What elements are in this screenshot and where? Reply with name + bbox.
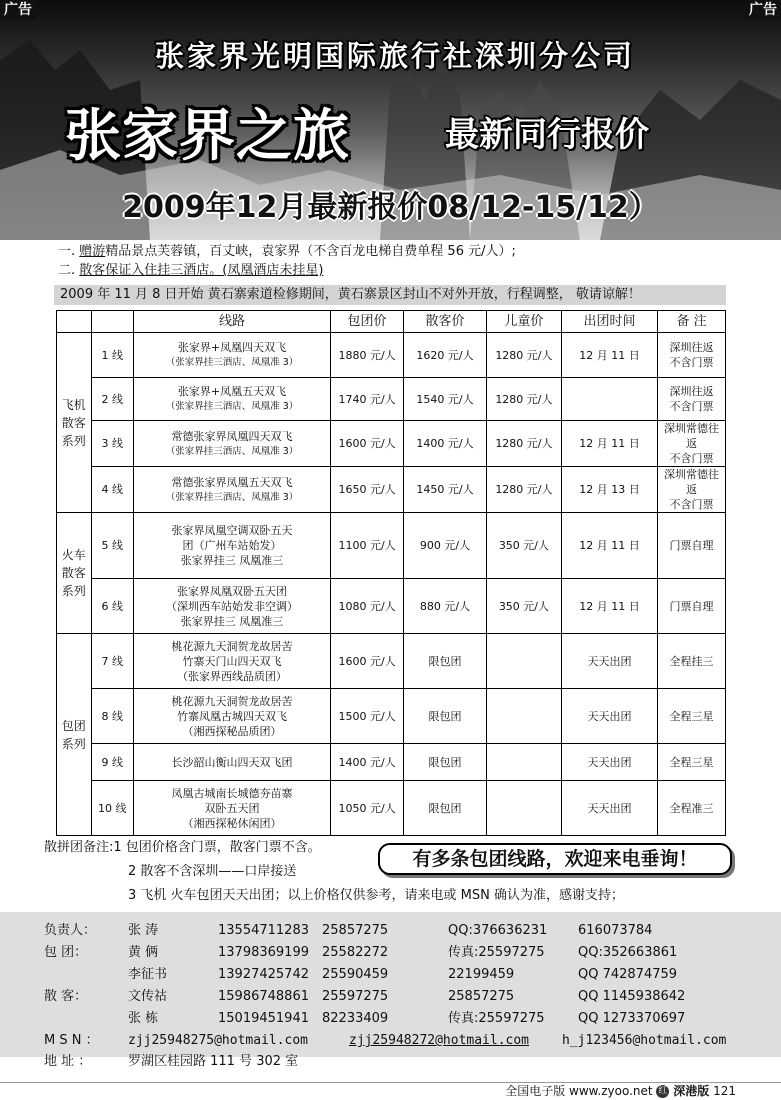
msn-link-3[interactable]: h_j123456@hotmail.com <box>562 1033 727 1048</box>
group-price: 1400 元/人 <box>331 744 404 781</box>
group-price: 1740 元/人 <box>331 378 404 421</box>
route-cell <box>134 744 331 781</box>
contact-mobile: 13798369199 <box>218 945 309 960</box>
contact-role: 包 团： <box>44 945 88 960</box>
route-name: 张家界凤凰空调双卧五天 团（广州车站始发） 张家界挂三 凤凰准三 <box>171 524 293 567</box>
warning-banner: 2009 年 11 月 8 日开始 黄石寨索道检修期间，黄石寨景区封山不对外开放，行程调整， 敬请谅解！ <box>54 285 726 305</box>
contact-panel <box>0 912 781 1069</box>
route-cell <box>134 781 331 836</box>
note-2 <box>58 261 516 280</box>
fit-price: 限包团 <box>404 781 487 836</box>
page-subtitle: 最新同行报价 <box>445 115 649 155</box>
contact-phone: 25857275 <box>322 923 389 938</box>
contact-name: 张 栋 <box>128 1011 159 1026</box>
table-row <box>57 579 726 634</box>
group-price: 1600 元/人 <box>331 634 404 689</box>
callout-box: 有多条包团线路，欢迎来电垂询！ <box>378 843 732 875</box>
depart-date: 12 月 11 日 <box>561 579 657 634</box>
table-row <box>57 421 726 467</box>
date-line: 2009年12月最新报价08/12-15/12） <box>122 190 659 225</box>
note-1-text: 精品景点芙蓉镇，百丈峡，袁家界（不含百龙电梯自费单程 56 元/人）; <box>105 244 516 259</box>
notes <box>58 242 516 280</box>
contact-mobile: 15019451941 <box>218 1011 309 1026</box>
group-price: 1100 元/人 <box>331 513 404 579</box>
route-hotel-note: （张家界挂三酒店、凤凰准 3） <box>165 491 299 503</box>
note-2-prefix: 二. <box>58 263 76 278</box>
depart-date <box>561 378 657 421</box>
footer-text: 全国电子版 www.zyoo.net <box>505 1084 653 1098</box>
child-price <box>486 689 561 744</box>
route-name: 常德张家界凤凰四天双飞 <box>171 429 293 443</box>
fit-price: 1540 元/人 <box>404 378 487 421</box>
remark: 深圳常德往返 不含门票 <box>658 421 726 467</box>
contact-qq-fax: 传真:25597275 <box>448 1011 545 1026</box>
remark: 深圳往返 不含门票 <box>658 378 726 421</box>
group-price: 1880 元/人 <box>331 333 404 378</box>
line-number: 3 线 <box>91 421 133 467</box>
address-label: 地 址 ： <box>44 1054 92 1069</box>
route-name: 桃花源九天洞贺龙故居苦 竹寨凤凰古城四天双飞 （湘西探秘品质团） <box>171 694 293 738</box>
price-table <box>56 310 726 836</box>
child-price: 1280 元/人 <box>486 333 561 378</box>
header-depart: 出团时间 <box>561 311 657 333</box>
child-price: 1280 元/人 <box>486 421 561 467</box>
table-body <box>57 333 726 836</box>
ad-tag-right: 广告 <box>745 0 781 20</box>
table-row <box>57 781 726 836</box>
depart-date: 12 月 11 日 <box>561 421 657 467</box>
contact-mobile: 13554711283 <box>218 923 309 938</box>
contact-name: 文传祜 <box>128 989 168 1004</box>
note-1 <box>58 242 516 261</box>
header-group-price: 包团价 <box>331 311 404 333</box>
contact-role: 负责人： <box>44 923 97 938</box>
route-hotel-note: （张家界挂三酒店、凤凰准 3） <box>165 357 299 368</box>
group-label: 火车散客系列 <box>57 513 92 634</box>
contact-role: 散 客： <box>44 989 88 1004</box>
table-row <box>57 513 726 579</box>
fit-price: 880 元/人 <box>404 579 487 634</box>
footnote-line-1: 散拼团备注:1 包团价格含门票，散客门票不含。 <box>44 840 321 855</box>
line-number: 1 线 <box>91 333 133 378</box>
remark: 深圳常德往返 不含门票 <box>658 467 726 513</box>
route-cell <box>134 634 331 689</box>
group-label: 飞机散客系列 <box>57 333 92 513</box>
page-title: 张家界之旅 <box>65 104 350 169</box>
msn-link-2[interactable]: zjj25948272@hotmail.com <box>349 1033 530 1048</box>
route-cell <box>134 378 331 421</box>
contact-qq-fax: 22199459 <box>448 967 515 982</box>
route-cell <box>134 513 331 579</box>
line-number: 5 线 <box>91 513 133 579</box>
route-cell <box>134 689 331 744</box>
contact-qq: QQ 742874759 <box>578 967 678 982</box>
line-number: 6 线 <box>91 579 133 634</box>
route-hotel-note: （张家界挂三酒店、凤凰准 3） <box>165 401 299 412</box>
child-price <box>486 781 561 836</box>
route-cell <box>134 467 331 513</box>
footer-edition: 深港版 <box>673 1084 710 1098</box>
depart-date: 12 月 11 日 <box>561 333 657 378</box>
table-row <box>57 378 726 421</box>
msn-label: M S N ： <box>44 1033 99 1048</box>
contact-phone: 25597275 <box>322 989 389 1004</box>
depart-date: 12 月 11 日 <box>561 513 657 579</box>
contact-qq: QQ 1273370697 <box>578 1011 686 1026</box>
header-route: 线路 <box>134 311 331 333</box>
note-1-underlined: 赠游 <box>79 244 106 259</box>
contact-qq: 616073784 <box>578 923 653 938</box>
msn-link-1[interactable]: zjj25948275@hotmail.com <box>128 1033 309 1048</box>
address-value: 罗湖区桂园路 111 号 302 室 <box>128 1054 299 1069</box>
header-line-no <box>91 311 133 333</box>
remark: 门票自理 <box>658 579 726 634</box>
edition-icon: 红 <box>658 1086 668 1096</box>
route-cell <box>134 421 331 467</box>
child-price <box>486 634 561 689</box>
fit-price: 1450 元/人 <box>404 467 487 513</box>
contact-phone: 25590459 <box>322 967 389 982</box>
note-1-prefix: 一. <box>58 244 76 259</box>
note-2-underlined: 散客保证入住挂三酒店。(凤凰酒店未挂星) <box>79 263 324 278</box>
company-name: 张家界光明国际旅行社深圳分公司 <box>154 39 635 73</box>
route-cell <box>134 579 331 634</box>
header-child-price: 儿童价 <box>486 311 561 333</box>
child-price: 1280 元/人 <box>486 467 561 513</box>
remark: 深圳往返 不含门票 <box>658 333 726 378</box>
remark: 门票自理 <box>658 513 726 579</box>
table-row <box>57 467 726 513</box>
child-price: 1280 元/人 <box>486 378 561 421</box>
remark: 全程三星 <box>658 689 726 744</box>
line-number: 10 线 <box>91 781 133 836</box>
route-name: 常德张家界凤凰五天双飞 <box>171 475 293 489</box>
page-footer <box>505 1083 736 1099</box>
group-price: 1500 元/人 <box>331 689 404 744</box>
contact-phone: 82233409 <box>322 1011 389 1026</box>
depart-date: 天天出团 <box>561 781 657 836</box>
line-number: 9 线 <box>91 744 133 781</box>
fit-price: 900 元/人 <box>404 513 487 579</box>
route-name: 凤凰古城南长城德夯苗寨 双卧五天团 （湘西探秘休闲团） <box>171 786 293 830</box>
line-number: 8 线 <box>91 689 133 744</box>
child-price <box>486 744 561 781</box>
route-hotel-note: （张家界挂三酒店、凤凰准 3） <box>165 445 299 457</box>
header-group <box>57 311 92 333</box>
remark: 全程准三 <box>658 781 726 836</box>
contact-name: 黄 俩 <box>128 945 159 960</box>
table-header-row <box>57 311 726 333</box>
ad-tag-left: 广告 <box>0 0 36 20</box>
contact-mobile: 13927425742 <box>218 967 309 982</box>
depart-date: 天天出团 <box>561 689 657 744</box>
page-number: 121 <box>713 1084 736 1098</box>
contact-qq-fax: QQ:376636231 <box>448 923 548 938</box>
contact-name: 李征书 <box>128 967 168 982</box>
group-price: 1080 元/人 <box>331 579 404 634</box>
contact-mobile: 15986748861 <box>218 989 309 1004</box>
group-label: 包团系列 <box>57 634 92 836</box>
table-row <box>57 634 726 689</box>
route-name: 长沙韶山衡山四天双飞团 <box>171 755 293 769</box>
route-name: 桃花源九天洞贺龙故居苦 竹寨天门山四天双飞 （张家界西线品质团） <box>171 639 293 683</box>
group-price: 1600 元/人 <box>331 421 404 467</box>
depart-date: 12 月 13 日 <box>561 467 657 513</box>
header-remark: 备 注 <box>658 311 726 333</box>
remark: 全程挂三 <box>658 634 726 689</box>
remark: 全程三星 <box>658 744 726 781</box>
fit-price: 1400 元/人 <box>404 421 487 467</box>
depart-date: 天天出团 <box>561 744 657 781</box>
group-price: 1050 元/人 <box>331 781 404 836</box>
route-cell <box>134 333 331 378</box>
contact-name: 张 涛 <box>128 923 159 938</box>
contact-qq: QQ:352663861 <box>578 945 678 960</box>
contact-qq-fax: 传真:25597275 <box>448 945 545 960</box>
route-name: 张家界+凤凰五天双飞 <box>177 385 287 398</box>
table-row <box>57 333 726 378</box>
route-name: 张家界凤凰双卧五天团 （深圳西车站始发非空调） 张家界挂三 凤凰准三 <box>166 584 299 628</box>
route-name: 张家界+凤凰四天双飞 <box>177 341 287 354</box>
contact-qq-fax: 25857275 <box>448 989 515 1004</box>
fit-price: 限包团 <box>404 744 487 781</box>
fit-price: 限包团 <box>404 634 487 689</box>
table-row <box>57 689 726 744</box>
fit-price: 1620 元/人 <box>404 333 487 378</box>
footnote-line-3: 3 飞机 火车包团天天出团；以上价格仅供参考，请来电或 MSN 确认为准，感谢支持； <box>128 888 624 903</box>
child-price: 350 元/人 <box>486 579 561 634</box>
table-row <box>57 744 726 781</box>
group-price: 1650 元/人 <box>331 467 404 513</box>
line-number: 7 线 <box>91 634 133 689</box>
child-price: 350 元/人 <box>486 513 561 579</box>
line-number: 2 线 <box>91 378 133 421</box>
header-fit-price: 散客价 <box>404 311 487 333</box>
fit-price: 限包团 <box>404 689 487 744</box>
footnote-line-2: 2 散客不含深圳——口岸接送 <box>128 864 297 879</box>
contact-qq: QQ 1145938642 <box>578 989 686 1004</box>
contact-phone: 25582272 <box>322 945 389 960</box>
depart-date: 天天出团 <box>561 634 657 689</box>
line-number: 4 线 <box>91 467 133 513</box>
